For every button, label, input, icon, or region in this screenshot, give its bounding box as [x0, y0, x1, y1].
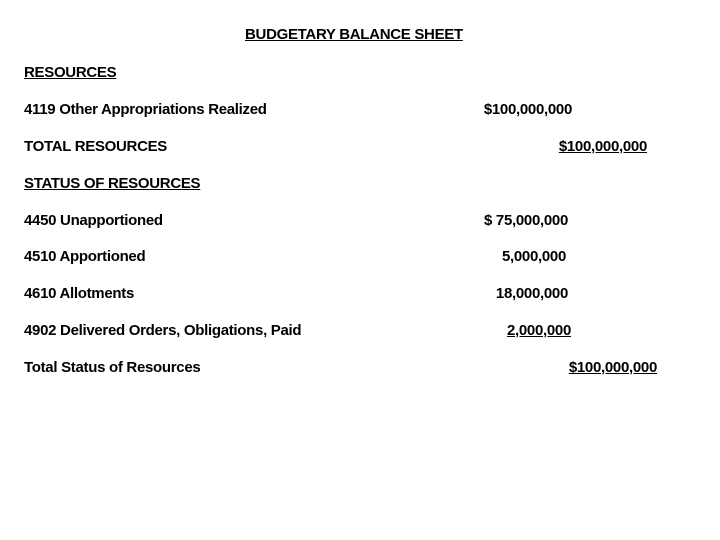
row-label: 4119 Other Appropriations Realized	[24, 101, 267, 118]
row-label: 4450 Unapportioned	[24, 212, 163, 229]
total-status-amount: $100,000,000	[568, 359, 657, 376]
row-label: 4610 Allotments	[24, 285, 134, 302]
row-amount: 18,000,000	[495, 285, 568, 302]
row-label: 4902 Delivered Orders, Obligations, Paid	[24, 322, 302, 339]
row-amount: $ 75,000,000	[484, 212, 568, 229]
row-amount: 2,000,000	[506, 322, 571, 339]
page-title: BUDGETARY BALANCE SHEET	[245, 26, 463, 43]
total-resources-label: TOTAL RESOURCES	[24, 138, 168, 155]
section-heading-status: STATUS OF RESOURCES	[24, 175, 201, 192]
total-status-label: Total Status of Resources	[24, 359, 201, 376]
section-heading-resources: RESOURCES	[24, 64, 117, 81]
total-resources-amount: $100,000,000	[558, 138, 647, 155]
row-label: 4510 Apportioned	[24, 248, 146, 265]
row-amount: $100,000,000	[483, 101, 572, 118]
row-amount: 5,000,000	[501, 248, 566, 265]
